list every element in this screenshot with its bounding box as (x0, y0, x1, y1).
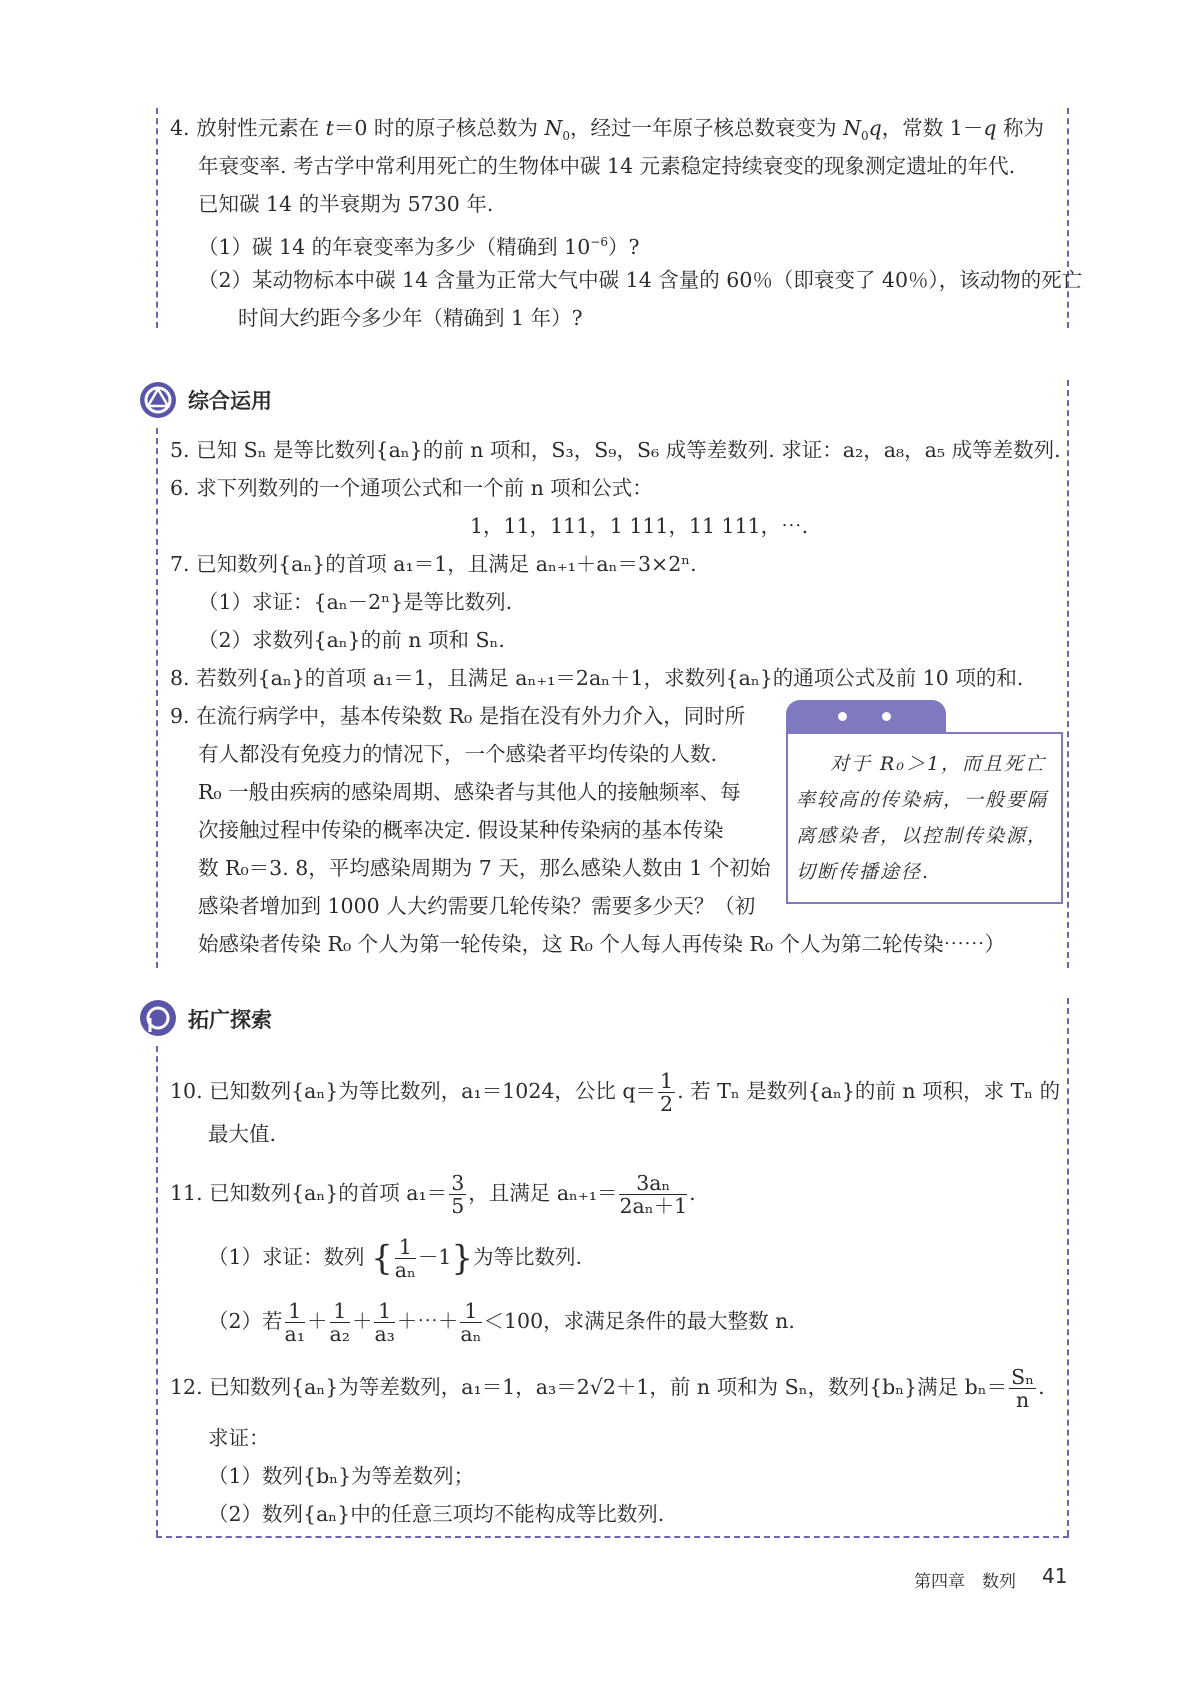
problem-9-line-3: R₀ 一般由疾病的感染周期、感染者与其他人的接触频率、每 (198, 780, 741, 804)
problem-9-line-4: 次接触过程中传染的概率决定. 假设某种传染病的基本传染 (198, 818, 724, 842)
problem-9-line-5: 数 R₀＝3. 8，平均感染周期为 7 天，那么感染人数由 1 个初始 (198, 856, 771, 880)
problem-9-line-2: 有人都没有免疫力的情况下，一个感染者平均传染的人数. (198, 742, 718, 766)
note-tab (786, 700, 946, 734)
note-dot-1 (838, 712, 847, 721)
problem-4-sub-2: （2）某动物标本中碳 14 含量为正常大气中碳 14 含量的 60％（即衰变了 40％），该动物的死亡 (198, 268, 1083, 292)
note-line-1: 对于 R₀＞1，而且死亡 (830, 753, 1047, 775)
problem-12-line-2: 求证： (208, 1426, 270, 1450)
problem-11: 11. 已知数列{aₙ}的首项 a₁＝ $\frac{3}{5}$ ，且满足 aₙ₊₁＝ $\frac{\text{3aₙ}}{\text{2aₙ＋1}}$ . (170, 1171, 696, 1218)
problem-6-sequence: 1，11，111，1 111，11 111，⋯. (470, 514, 809, 538)
problem-9-line-1: 9. 在流行病学中，基本传染数 R₀ 是指在没有外力介入，同时所 (170, 704, 746, 728)
problem-4-sub-2-cont: 时间大约距今多少年（精确到 1 年）? (238, 306, 583, 330)
page-number: 41 (1042, 1564, 1068, 1588)
problem-10-line-2: 最大值. (208, 1122, 277, 1146)
problem-12-sub-1: （1）数列{bₙ}为等差数列； (208, 1464, 475, 1488)
problem-4-line-2: 年衰变率. 考古学中常利用死亡的生物体中碳 14 元素稳定持续衰变的现象测定遗址的年代. (198, 154, 1016, 178)
note-line-3: 离感染者，以控制传染源， (796, 825, 1049, 847)
frame-bottom (156, 1536, 1069, 1538)
problem-5: 5. 已知 Sₙ 是等比数列{aₙ}的前 n 项和，S₃，S₉，S₆ 成等差数列. 求证：a₂，a₈，a₅ 成等差数列. (170, 438, 1061, 462)
problem-4-line-3: 已知碳 14 的半衰期为 5730 年. (198, 192, 494, 216)
note-line-2: 率较高的传染病，一般要隔 (796, 789, 1049, 811)
problem-4-sub-1: （1）碳 14 的年衰变率为多少（精确到 $10^{-6}$）? (198, 234, 640, 259)
problem-7-sub-1: （1）求证：{aₙ－2ⁿ}是等比数列. (198, 590, 513, 614)
frame-right-1 (1067, 108, 1069, 328)
problem-8: 8. 若数列{aₙ}的首项 a₁＝1，且满足 aₙ₊₁＝2aₙ＋1，求数列{aₙ}的通项公式及前 10 项的和. (170, 666, 1024, 690)
section-explore-icon (138, 998, 178, 1038)
frame-right-3 (1067, 998, 1069, 1536)
section-explore-title: 拓广探索 (188, 1008, 272, 1032)
frame-right-2 (1067, 380, 1069, 968)
problem-9-line-7: 始感染者传染 R₀ 个人为第一轮传染，这 R₀ 个人每人再传染 R₀ 个人为第二轮传染⋯⋯） (198, 932, 1006, 956)
section-comprehensive-icon (138, 380, 178, 420)
problem-12: 12. 已知数列{aₙ}为等差数列，a₁＝1，a₃＝2√2＋1，前 n 项和为 Sₙ，数列{bₙ}满足 bₙ＝ $\frac{\text{Sₙ}}{n}$ . (170, 1365, 1045, 1412)
problem-12-sub-2: （2）数列{aₙ}中的任意三项均不能构成等比数列. (208, 1502, 665, 1526)
footer-chapter: 第四章 数列 (914, 1572, 1016, 1592)
problem-7: 7. 已知数列{aₙ}的首项 a₁＝1，且满足 aₙ₊₁＋aₙ＝3×2ⁿ. (170, 552, 697, 576)
problem-10: 10. 已知数列{aₙ}为等比数列，a₁＝1024，公比 q＝ $\frac{1}{2}$ . 若 Tₙ 是数列{aₙ}的前 n 项积，求 Tₙ 的 (170, 1069, 1061, 1116)
frame-left-1 (156, 108, 158, 328)
note-dot-2 (882, 712, 891, 721)
section-comprehensive-title: 综合运用 (188, 389, 272, 413)
problem-11-sub-2: （2）若 $\frac{1}{\text{a₁}}$ ＋ $\frac{1}{\text{a₂}}$ ＋ $\frac{1}{\text{a₃}}$ ＋⋯＋ $\frac{1}{\text{aₙ}}$ ＜100，求满足条件的最大整数 n. (208, 1299, 795, 1346)
note-line-4: 切断传播途径. (796, 861, 931, 883)
problem-6: 6. 求下列数列的一个通项公式和一个前 n 项和公式： (170, 476, 653, 500)
frame-left-3 (156, 1046, 158, 1536)
problem-7-sub-2: （2）求数列{aₙ}的前 n 项和 Sₙ. (198, 628, 505, 652)
problem-11-sub-1: （1）求证：数列 { $\frac{1}{\text{aₙ}}$ －1}为等比数列. (208, 1235, 583, 1282)
problem-4-line-1: 4. 放射性元素在 t＝0 时的原子核总数为 $N_0$，经过一年原子核总数衰变为 $N_0q$，常数 1－q 称为 (170, 116, 1044, 144)
frame-left-2 (156, 428, 158, 968)
problem-9-line-6: 感染者增加到 1000 人大约需要几轮传染？需要多少天？（初 (198, 894, 756, 918)
